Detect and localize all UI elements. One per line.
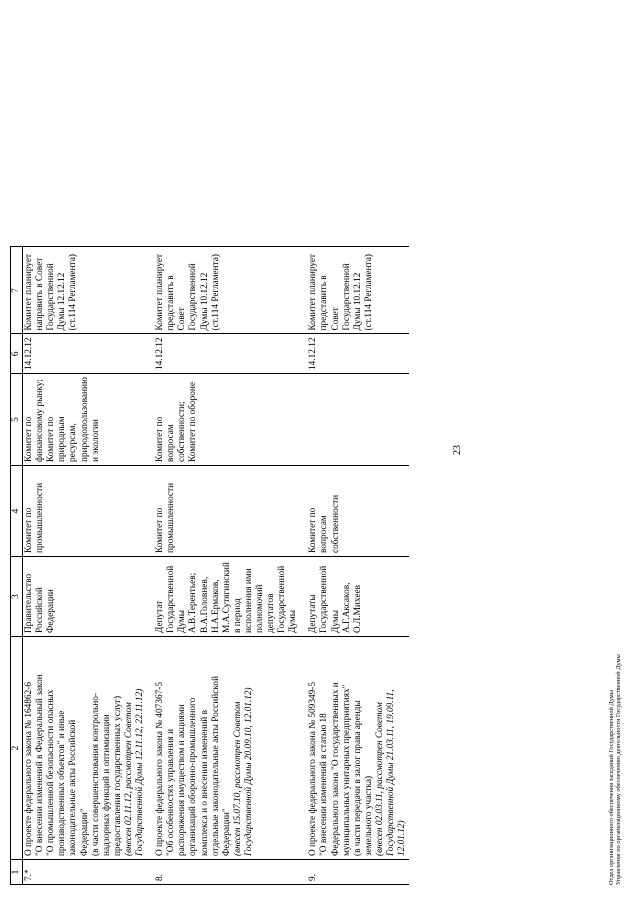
header-cell-1: 1 <box>11 860 23 885</box>
title-line: О проекте федерального закона № 509349-5 <box>308 681 319 856</box>
table-row <box>300 247 409 885</box>
decision-line: Государственной <box>188 263 199 331</box>
responsible-line: промышленности <box>166 482 177 553</box>
author-line: Правительство <box>24 573 35 633</box>
header-cell-2: 2 <box>11 637 23 860</box>
footer-line: Отдел организационного обеспечения заседаний Государственной Думы <box>608 690 615 885</box>
title-line: распоряжения имуществом и акциями <box>177 704 188 856</box>
responsible-committee <box>300 466 409 557</box>
decision-line: Государственной <box>341 263 352 331</box>
decision-line: Думы 10.12.12 <box>352 272 363 331</box>
title-line: муниципальных унитарных предприятиях" <box>341 684 352 856</box>
bill-description <box>23 637 148 860</box>
row-number: 8. <box>147 860 300 885</box>
title-line: земельного участка) <box>363 775 374 856</box>
author-line: Федерации <box>46 589 57 633</box>
co-executor-committees <box>147 374 300 466</box>
decision-line: Комитет планирует <box>155 253 166 331</box>
decision-line: Комитет планирует <box>24 253 35 331</box>
title-line: "Об особенностях управления и <box>166 728 177 856</box>
author-line: Н.А.Ермаков, <box>210 579 221 633</box>
review-date: 14.12.12 <box>23 334 148 374</box>
co-executor-committees <box>300 374 409 466</box>
author-line: А.В.Терентьев; <box>188 572 199 633</box>
note-line: (внесен 15.07.10, рассмотрен Советом <box>232 701 243 856</box>
bill-author <box>147 557 300 637</box>
author-line: исполнения ими <box>243 568 254 633</box>
note-line: (внесен 02.03.11, рассмотрен Советом <box>374 702 385 856</box>
author-line: Думы <box>177 610 188 633</box>
author-line: М.А.Сутягинский <box>221 562 232 633</box>
title-line: Федерального закона "О государственных и <box>330 682 341 856</box>
decision-line: Думы 12.12.12 <box>57 272 68 331</box>
committee-decision <box>147 247 300 334</box>
decision-line: представить в Совет <box>166 275 188 331</box>
decision-line: (ст.114 Регламента) <box>68 254 79 331</box>
bill-author <box>23 557 148 637</box>
bill-author <box>300 557 409 637</box>
bills-table <box>10 247 409 886</box>
title-line: производственных объектов" и иные <box>57 710 68 856</box>
committees-line: Комитет по <box>46 416 57 462</box>
title-line: О проекте федерального закона № 164862-6 <box>24 681 35 856</box>
committees-line: природопользованию <box>79 377 90 462</box>
header-cell-5: 5 <box>11 374 23 466</box>
title-line: предоставления государственных услуг) <box>112 695 123 856</box>
title-line: "О внесении изменений в Федеральный закон <box>35 674 46 856</box>
header-cell-6: 6 <box>11 334 23 374</box>
review-date: 14.12.12 <box>147 334 300 374</box>
committee-decision <box>300 247 409 334</box>
committees-line: природным ресурсам, <box>57 416 79 462</box>
review-date: 14.12.12 <box>300 334 409 374</box>
responsible-line: Комитет по <box>24 507 35 553</box>
committees-line: финансовому рынку; <box>35 379 46 462</box>
author-line: Государственной <box>166 565 177 633</box>
responsible-committee <box>23 466 148 557</box>
decision-line: Комитет планирует <box>308 253 319 331</box>
title-line: законодательные акты Российской <box>68 719 79 856</box>
title-line: "О внесении изменений в статью 18 <box>319 713 330 856</box>
note-line: Государственной Думы 21.03.11, 19.09.11, <box>386 689 396 856</box>
note-line: Государственной Думы 12.11.12, 22.11.12) <box>135 688 146 856</box>
footer-line: Управления по организационному обеспечению деятельности Государственной Думы <box>615 654 623 885</box>
footer <box>608 654 623 885</box>
bill-description <box>300 637 409 860</box>
responsible-line: Комитет по вопросам <box>308 507 330 553</box>
header-cell-3: 3 <box>11 557 23 637</box>
header-cell-4: 4 <box>11 466 23 557</box>
title-line: надзорных функций и оптимизации <box>101 714 112 856</box>
responsible-committee <box>147 466 300 557</box>
committees-line: собственности; <box>177 401 188 462</box>
responsible-line: собственности <box>330 494 341 553</box>
table-row <box>147 247 300 885</box>
author-line: депутатов <box>266 593 277 633</box>
decision-line: Государственной <box>46 263 57 331</box>
table-header-row <box>11 247 23 885</box>
author-line: В.А.Головнев, <box>199 576 210 633</box>
author-line: Депутаты <box>308 594 319 633</box>
author-line: А.Г.Аксаков, <box>341 582 352 633</box>
decision-line: представить в Совет <box>319 275 341 331</box>
table-row <box>23 247 148 885</box>
author-line: Государственной <box>277 565 288 633</box>
title-line: "О промышленной безопасности опасных <box>46 689 57 856</box>
responsible-line: Комитет по <box>155 507 166 553</box>
responsible-line: промышленности <box>35 482 46 553</box>
title-line: Федерации" <box>221 808 232 856</box>
decision-line: (ст.114 Регламента) <box>210 254 221 331</box>
decision-line: направить в Совет <box>35 257 46 331</box>
row-number: 7.* <box>23 860 148 885</box>
author-line: в период <box>232 598 243 633</box>
author-line: Думы <box>288 610 299 633</box>
co-executor-committees <box>23 374 148 466</box>
committees-line: Комитет по обороне <box>188 381 199 462</box>
title-line: (в части передачи в залог права аренды <box>352 700 363 856</box>
author-line: Государственной <box>319 565 330 633</box>
bill-description <box>147 637 300 860</box>
header-cell-7: 7 <box>11 247 23 334</box>
note-line: 12.01.12) <box>397 820 408 856</box>
committees-line: и экологии <box>90 419 101 462</box>
author-line: полномочий <box>254 584 265 633</box>
author-line: Депутат <box>155 600 166 633</box>
note-line: Государственной Думы 20.09.10, 12.01.12) <box>243 687 254 856</box>
committee-decision <box>23 247 148 334</box>
note-line: (внесен 02.11.12, рассмотрен Советом <box>123 702 134 856</box>
page-number: 23 <box>452 445 463 455</box>
committees-line: Комитет по <box>24 416 35 462</box>
title-line: (в части совершенствования контрольно- <box>90 693 101 856</box>
decision-line: (ст.114 Регламента) <box>363 254 374 331</box>
title-line: организаций оборонно-промышленного <box>188 697 199 856</box>
author-line: О.Л.Михеев <box>352 585 363 633</box>
decision-line: Думы 10.12.12 <box>199 272 210 331</box>
author-line: Российской <box>35 587 46 633</box>
title-line: Федерации" <box>79 808 90 856</box>
title-line: О проекте федерального закона № 407367-5 <box>155 681 166 856</box>
title-line: отдельные законодательные акты Российской <box>210 675 221 856</box>
committees-line: Комитет по вопросам <box>155 416 177 462</box>
row-number: 9. <box>300 860 409 885</box>
author-line: Думы <box>330 610 341 633</box>
title-line: комплекса и о внесении изменений в <box>199 710 210 856</box>
